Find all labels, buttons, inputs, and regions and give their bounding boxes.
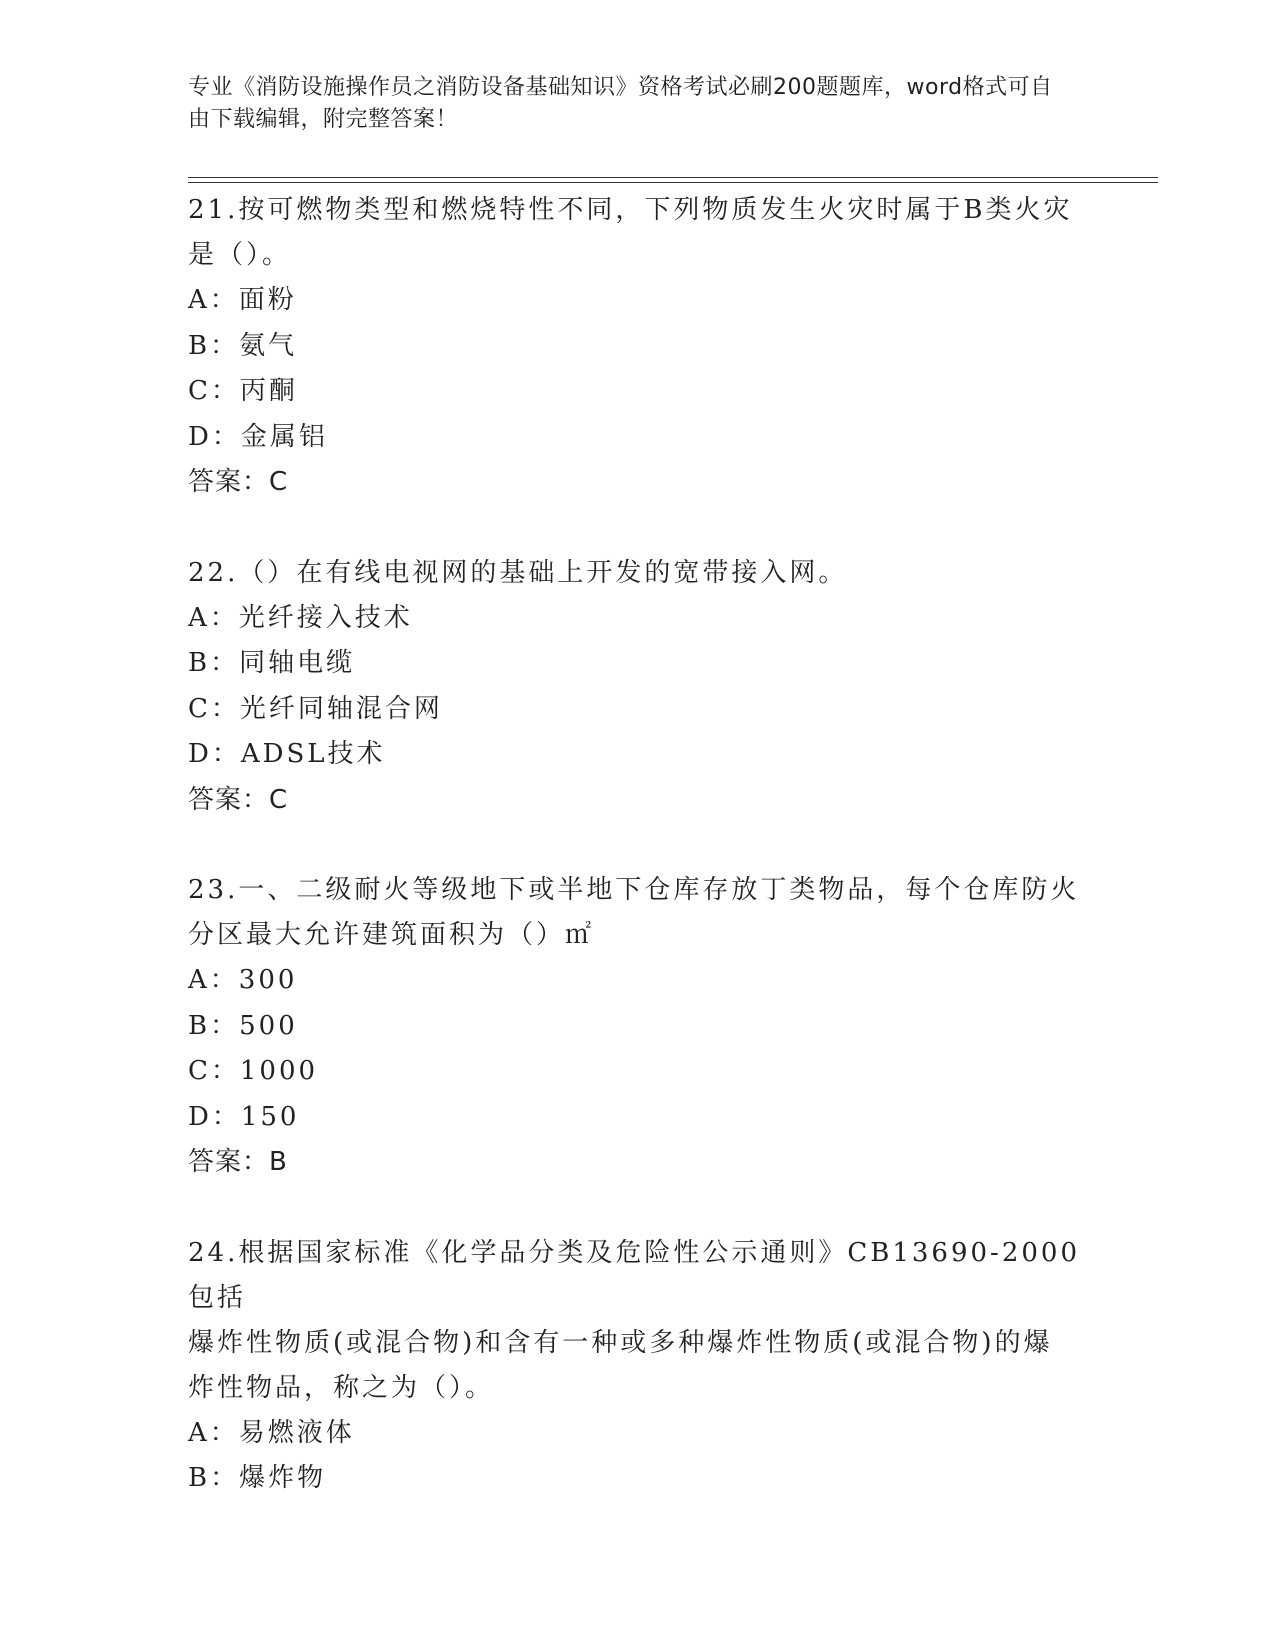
question-stem-line: 分区最大允许建筑面积为（）㎡ (188, 920, 595, 950)
option-b: B：氨气 (188, 330, 298, 361)
option-a: A：面粉 (188, 285, 297, 315)
question-stem-line: 21.按可燃物类型和燃烧特性不同，下列物质发生火灾时属于B类火灾 (188, 195, 1073, 225)
option-a: A：易燃液体 (188, 1417, 355, 1448)
question-stem-line: 是（）。 (188, 240, 292, 270)
option-b: B：500 (188, 1010, 298, 1041)
answer-line: 答案：C (188, 467, 289, 497)
option-c: C：光纤同轴混合网 (188, 693, 443, 724)
question-23 (188, 868, 1088, 1231)
answer-line: 答案：B (188, 1147, 288, 1177)
question-stem-line: 23.一、二级耐火等级地下或半地下仓库存放丁类物品，每个仓库防火 (188, 875, 1080, 905)
answer-line: 答案：C (188, 784, 289, 815)
option-b: B：同轴电缆 (188, 648, 356, 678)
option-d: D：150 (188, 1101, 300, 1132)
question-stem-line: 24.根据国家标准《化学品分类及危险性公示通则》CB13690-2000包括 (188, 1237, 1081, 1313)
question-list (188, 188, 1088, 1502)
option-d: D：金属铝 (188, 421, 328, 452)
option-c: C：丙酮 (188, 376, 298, 406)
question-spacer (188, 1186, 1088, 1231)
option-b: B：爆炸物 (188, 1463, 327, 1493)
header-rule-top (188, 177, 1158, 178)
question-24 (188, 1231, 1088, 1502)
question-stem-line: 爆炸性物质(或混合物)和含有一种或多种爆炸性物质(或混合物)的爆 (188, 1327, 1053, 1358)
question-21 (188, 188, 1088, 551)
header-rule-bottom (188, 182, 1158, 183)
question-22 (188, 551, 1088, 869)
option-d: D：ADSL技术 (188, 739, 386, 769)
question-spacer (188, 506, 1088, 551)
question-spacer (188, 823, 1088, 868)
option-a: A：光纤接入技术 (188, 602, 413, 633)
question-stem-line: 炸性物品，称之为（）。 (188, 1372, 495, 1403)
document-header: 专业《消防设施操作员之消防设备基础知识》资格考试必刷200题题库，word格式可自由下载编辑，附完整答案！ (188, 75, 1053, 132)
question-stem-line: 22.（）在有线电视网的基础上开发的宽带接入网。 (188, 557, 848, 588)
option-a: A：300 (188, 965, 298, 995)
option-c: C：1000 (188, 1056, 319, 1086)
